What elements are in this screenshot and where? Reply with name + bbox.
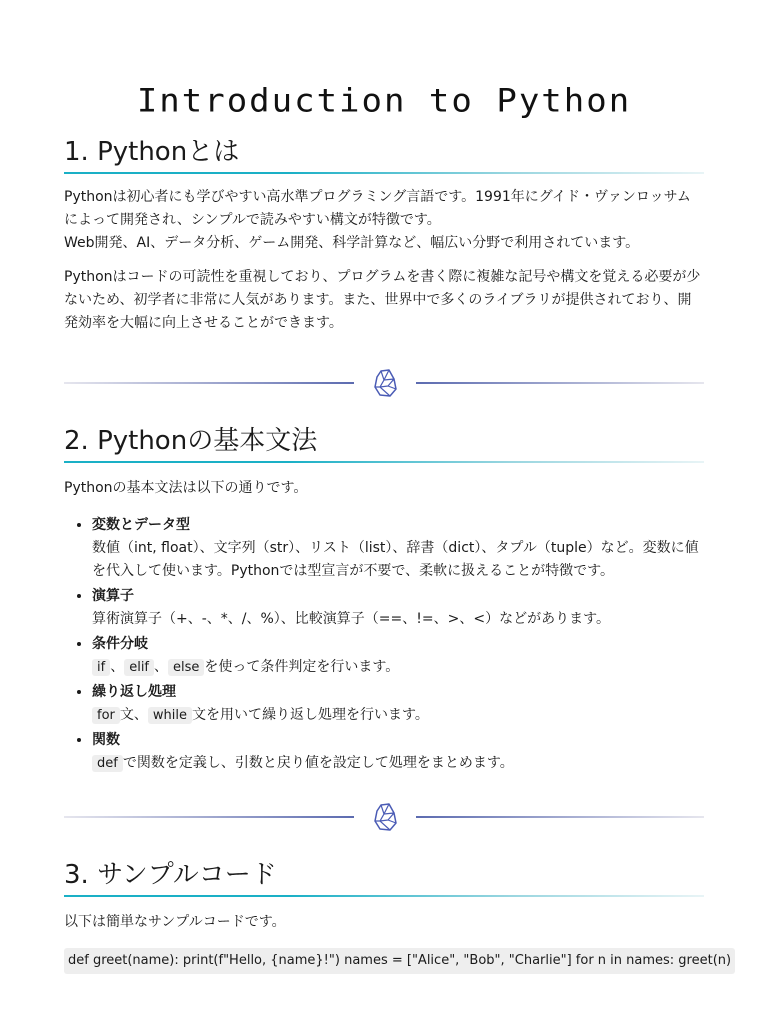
list-item-desc: 算術演算子（+、-、*、/、%）、比較演算子（==、!=、>、<）などがあります。: [92, 611, 610, 627]
list-item: [92, 514, 704, 583]
inline-code: while: [148, 707, 192, 724]
list-item-desc: で関数を定義し、引数と戻り値を設定して処理をまとめます。: [122, 755, 514, 771]
list-item: [92, 729, 704, 775]
list-item-term: • 条件分岐: [92, 636, 148, 652]
divider-line-right: [416, 382, 704, 384]
gem-icon: [370, 367, 400, 399]
section1-paragraph-1: [64, 186, 704, 255]
section3-intro: 以下は簡単なサンプルコードです。: [64, 914, 286, 930]
grammar-list: [64, 514, 704, 775]
inline-code: else: [168, 659, 204, 676]
section1-para1-text: Pythonは初心者にも学びやすい高水準プログラミング言語です。1991年にグイド・ヴァンロッサムによって開発され、シンプルで読みやすい構文が特徴です。: [64, 189, 691, 228]
divider-line-left: [64, 382, 354, 384]
list-item: [92, 633, 704, 679]
separator: 文、: [119, 707, 148, 723]
list-item: [92, 681, 704, 727]
list-item-desc: 文を用いて繰り返し処理を行います。: [191, 707, 429, 723]
section1-paragraph-2: Pythonはコードの可読性を重視しており、プログラムを書く際に複雑な記号や構文を覚える必要が少ないため、初学者に非常に人気があります。また、世界中で多くのライブラリが提供されており、開発効率を大幅に向上させることができます。: [64, 269, 701, 331]
gem-icon: [370, 801, 400, 833]
inline-code: for: [92, 707, 120, 724]
inline-code: if: [92, 659, 110, 676]
divider-line-right: [416, 816, 704, 818]
separator: 、: [154, 659, 169, 675]
list-item-term: • 繰り返し処理: [92, 684, 176, 700]
list-item-desc: 数値（int, float）、文字列（str）、リスト（list）、辞書（dict）、タプル（tuple）など。変数に値を代入して使います。Pythonでは型宣言が不要で、柔軟に扱えることが特徴です。: [92, 540, 699, 579]
list-item-term: • 変数とデータ型: [92, 517, 190, 533]
list-item-desc: を使って条件判定を行います。: [204, 659, 400, 675]
section1-para1-line2: Web開発、AI、データ分析、ゲーム開発、科学計算など、幅広い分野で利用されています。: [64, 235, 640, 251]
section-heading-3: 3. サンプルコード: [64, 859, 704, 897]
section-heading-2: 2. Pythonの基本文法: [64, 425, 704, 463]
sample-code-block: def greet(name): print(f"Hello, {name}!") names = ["Alice", "Bob", "Charlie"] for n in names: greet(n): [64, 948, 735, 974]
list-item-term: • 関数: [92, 732, 120, 748]
divider-line-left: [64, 816, 354, 818]
section-divider: [64, 797, 704, 837]
inline-code: def: [92, 755, 123, 772]
section2-intro: Pythonの基本文法は以下の通りです。: [64, 480, 308, 496]
inline-code: elif: [124, 659, 154, 676]
separator: 、: [110, 659, 125, 675]
section-divider: [64, 363, 704, 403]
list-item-term: • 演算子: [92, 588, 134, 604]
page-title: Introduction to Python: [136, 81, 632, 120]
section-heading-1: 1. Pythonとは: [64, 136, 704, 174]
list-item: [92, 585, 704, 631]
